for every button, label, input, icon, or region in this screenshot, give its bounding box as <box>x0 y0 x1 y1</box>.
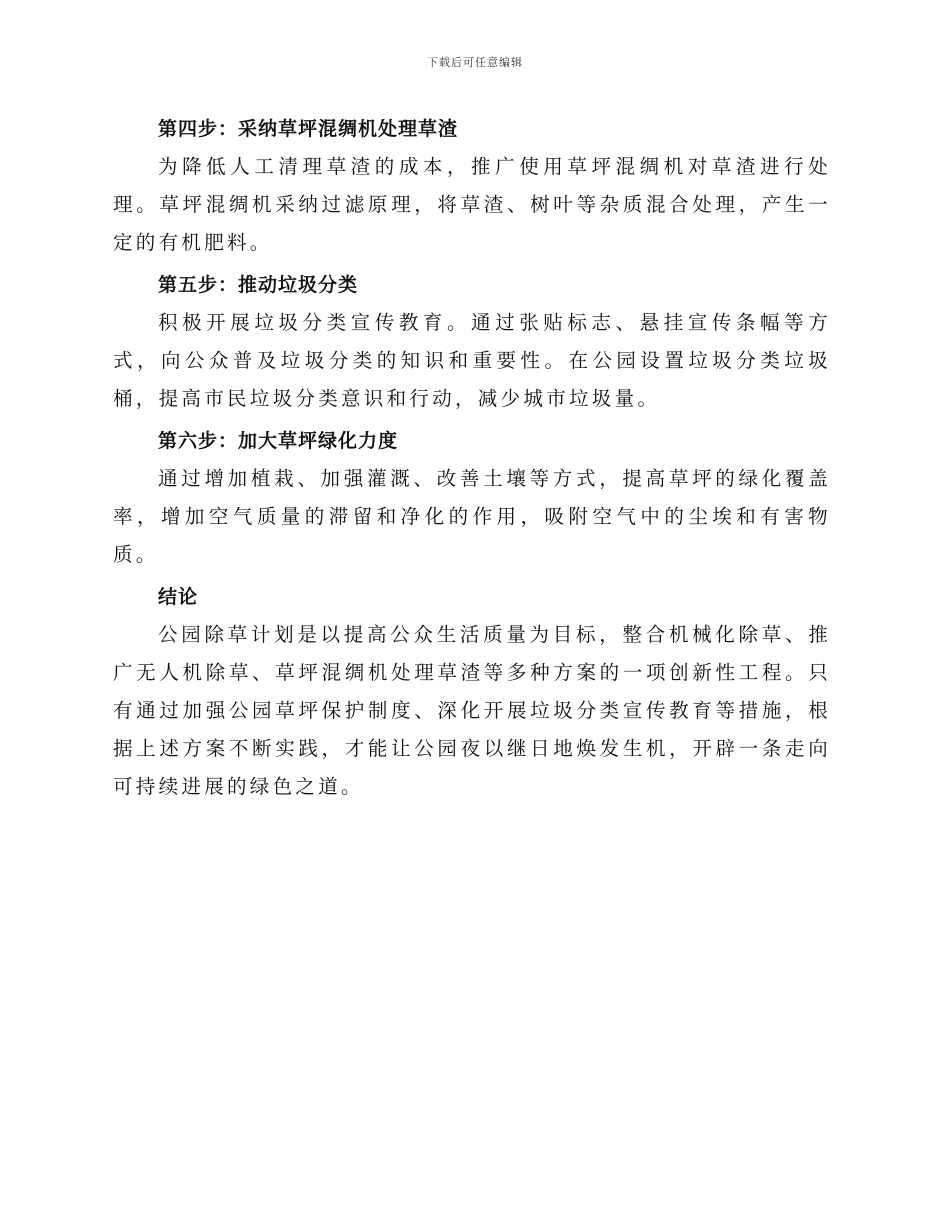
document-body <box>113 110 831 810</box>
section-heading: 第四步：采纳草坪混绸机处理草渣 <box>158 118 459 140</box>
section-step-five <box>113 266 831 418</box>
page-header: 下载后可任意编辑 <box>427 56 523 69</box>
section-step-four <box>113 110 831 262</box>
section-paragraph: 通过增加植栽、加强灌溉、改善土壤等方式，提高草坪的绿化覆盖率，增加空气质量的滞留和净化的作用，吸附空气中的尘埃和有害物质。 <box>113 467 831 566</box>
section-heading: 第五步：推动垃圾分类 <box>158 274 359 296</box>
section-paragraph: 积极开展垃圾分类宣传教育。通过张贴标志、悬挂宣传条幅等方式，向公众普及垃圾分类的知识和重要性。在公园设置垃圾分类垃圾桶，提高市民垃圾分类意识和行动，减少城市垃圾量。 <box>113 311 831 410</box>
section-paragraph: 公园除草计划是以提高公众生活质量为目标，整合机械化除草、推广无人机除草、草坪混绸机处理草渣等多种方案的一项创新性工程。只有通过加强公园草坪保护制度、深化开展垃圾分类宣传教育等措施，根据上述方案不断实践，才能让公园夜以继日地焕发生机，开辟一条走向可持续进展的绿色之道。 <box>113 623 831 798</box>
section-step-six <box>113 422 831 574</box>
section-paragraph: 为降低人工清理草渣的成本，推广使用草坪混绸机对草渣进行处理。草坪混绸机采纳过滤原理，将草渣、树叶等杂质混合处理，产生一定的有机肥料。 <box>113 155 831 254</box>
section-heading: 结论 <box>158 586 199 608</box>
section-conclusion <box>113 578 831 806</box>
section-heading: 第六步：加大草坪绿化力度 <box>158 430 399 452</box>
